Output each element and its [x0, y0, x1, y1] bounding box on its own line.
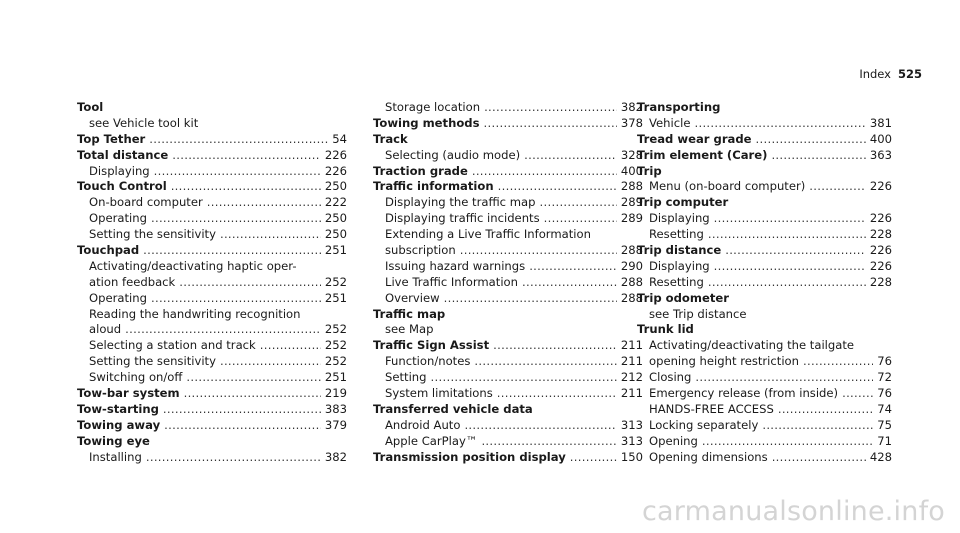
entry-page-number: 74: [877, 401, 892, 416]
entry-page-number: 71: [877, 433, 892, 448]
index-entry: [77, 402, 347, 418]
index-subentry: [637, 179, 892, 195]
index-subentry: [373, 434, 643, 450]
entry-page-number: 222: [324, 195, 347, 210]
entry-text: Installing: [89, 449, 142, 464]
entry-page-number: 75: [877, 417, 892, 432]
entry-text: Displaying: [649, 258, 710, 273]
dot-leader: [725, 243, 866, 259]
index-entry: [77, 386, 347, 402]
index-subentry: [77, 291, 347, 307]
index-subentry: [373, 418, 643, 434]
entry-text: Setting: [385, 370, 427, 385]
entry-text: Extending a Live Traffic Information: [385, 227, 591, 242]
dot-leader: [702, 434, 873, 450]
index-subentry: [373, 354, 643, 370]
entry-text: Total distance: [77, 147, 169, 162]
entry-page-number: 363: [869, 147, 892, 162]
entry-text: Selecting a station and track: [89, 338, 256, 353]
index-entry: [373, 338, 643, 354]
dot-leader: [762, 418, 873, 434]
dot-leader: [151, 291, 321, 307]
index-entry: [373, 179, 643, 195]
index-subentry: [373, 322, 643, 338]
index-subentry: [373, 211, 643, 227]
entry-text: On-board computer: [89, 195, 203, 210]
entry-page-number: 382: [620, 100, 643, 114]
index-subentry: [373, 243, 643, 259]
index-subentry: [373, 227, 643, 243]
index-entry: [637, 148, 892, 164]
entry-text: Apple CarPlay™: [385, 433, 478, 448]
entry-text: Opening dimensions: [649, 449, 768, 464]
entry-page-number: 226: [869, 243, 892, 258]
entry-text: Reading the handwriting recognition: [89, 306, 301, 321]
entry-text: Vehicle: [649, 115, 691, 130]
index-entry: [77, 148, 347, 164]
entry-text: Live Traffic Information: [385, 274, 518, 289]
index-subentry: [77, 259, 347, 275]
entry-text: Tool: [77, 100, 104, 114]
dot-leader: [714, 211, 866, 227]
index-subentry: [637, 402, 892, 418]
index-subentry: [637, 370, 892, 386]
dot-leader: [484, 116, 617, 132]
dot-leader: [460, 243, 617, 259]
entry-text: Issuing hazard warnings: [385, 258, 526, 273]
index-subentry: [637, 116, 892, 132]
dot-leader: [540, 195, 617, 211]
entry-text: Emergency release (from inside): [649, 386, 839, 401]
dot-leader: [172, 148, 321, 164]
entry-text: Resetting: [649, 227, 704, 242]
entry-page-number: 289: [620, 211, 643, 226]
entry-text: Traffic information: [373, 179, 494, 194]
index-subentry: [637, 418, 892, 434]
entry-page-number: 289: [620, 195, 643, 210]
entry-text: Displaying: [649, 211, 710, 226]
entry-text: Towing methods: [373, 115, 480, 130]
dot-leader: [756, 132, 866, 148]
entry-page-number: 226: [324, 163, 347, 178]
page-number: 525: [897, 67, 922, 81]
dot-leader: [529, 259, 617, 275]
entry-text: opening height restriction: [649, 354, 799, 369]
entry-text: Transporting: [637, 100, 721, 114]
dot-leader: [695, 370, 873, 386]
entry-text: System limitations: [385, 386, 493, 401]
index-subentry: [77, 307, 347, 323]
entry-text: see Vehicle tool kit: [89, 115, 199, 130]
entry-page-number: 250: [324, 227, 347, 242]
entry-page-number: 381: [869, 115, 892, 130]
dot-leader: [484, 100, 617, 116]
entry-page-number: 226: [869, 211, 892, 226]
dot-leader: [260, 338, 321, 354]
entry-page-number: 211: [620, 386, 643, 401]
dot-leader: [143, 243, 321, 259]
dot-leader: [771, 148, 865, 164]
dot-leader: [714, 259, 866, 275]
entry-page-number: 288: [620, 179, 643, 194]
index-subentry: [637, 307, 892, 323]
entry-text: ation feedback: [89, 274, 176, 289]
entry-text: Trim element (Care): [637, 147, 768, 162]
index-subentry: [637, 227, 892, 243]
entry-text: Setting the sensitivity: [89, 354, 216, 369]
index-subentry: [373, 195, 643, 211]
index-subentry: [77, 338, 347, 354]
entry-text: Trip: [637, 163, 662, 178]
index-entry: [77, 418, 347, 434]
index-subentry: [637, 354, 892, 370]
dot-leader: [444, 291, 617, 307]
entry-text: Switching on/off: [89, 370, 183, 385]
dot-leader: [125, 322, 321, 338]
index-entry: [373, 307, 643, 323]
index-entry: [637, 291, 892, 307]
index-subentry: [637, 211, 892, 227]
entry-text: Storage location: [385, 100, 481, 114]
entry-page-number: 313: [620, 417, 643, 432]
entry-text: Tow-starting: [77, 401, 159, 416]
index-subentry: [373, 148, 643, 164]
index-subentry: [77, 354, 347, 370]
dot-leader: [220, 354, 321, 370]
index-entry: [373, 116, 643, 132]
entry-text: Android Auto: [385, 417, 461, 432]
dot-leader: [842, 386, 873, 402]
dot-leader: [498, 179, 617, 195]
entry-page-number: 211: [620, 338, 643, 353]
entry-page-number: 252: [324, 354, 347, 369]
entry-page-number: 251: [324, 370, 347, 385]
entry-page-number: 252: [324, 338, 347, 353]
dot-leader: [220, 227, 321, 243]
entry-text: Opening: [649, 433, 698, 448]
entry-page-number: 252: [324, 322, 347, 337]
index-subentry: [637, 386, 892, 402]
entry-text: Tow-bar system: [77, 386, 180, 401]
dot-leader: [772, 450, 866, 466]
index-subentry: [637, 275, 892, 291]
entry-page-number: 251: [324, 290, 347, 305]
dot-leader: [481, 434, 616, 450]
entry-text: Function/notes: [385, 354, 471, 369]
dot-leader: [570, 450, 617, 466]
entry-text: aloud: [89, 322, 122, 337]
entry-text: Track: [373, 131, 408, 146]
entry-text: Overview: [385, 290, 440, 305]
index-subentry: [77, 275, 347, 291]
index-subentry: [373, 275, 643, 291]
dot-leader: [146, 450, 321, 466]
entry-text: Traction grade: [373, 163, 468, 178]
entry-page-number: 288: [620, 290, 643, 305]
index-subentry: [77, 116, 347, 132]
entry-text: Towing away: [77, 417, 161, 432]
dot-leader: [544, 211, 617, 227]
entry-page-number: 252: [324, 274, 347, 289]
entry-page-number: 382: [324, 449, 347, 464]
index-subentry: [373, 370, 643, 386]
entry-text: Towing eye: [77, 433, 150, 448]
entry-page-number: 251: [324, 243, 347, 258]
index-column-1: [77, 100, 347, 465]
dot-leader: [694, 116, 865, 132]
entry-text: Setting the sensitivity: [89, 227, 216, 242]
entry-page-number: 328: [620, 147, 643, 162]
entry-page-number: 226: [869, 258, 892, 273]
entry-text: Selecting (audio mode): [385, 147, 521, 162]
entry-page-number: 150: [620, 449, 643, 464]
index-subentry: [373, 386, 643, 402]
dot-leader: [184, 386, 321, 402]
entry-text: Transmission position display: [373, 449, 566, 464]
entry-text: Touchpad: [77, 243, 140, 258]
watermark: carmanualsonline.info: [642, 496, 945, 527]
index-subentry: [637, 450, 892, 466]
entry-text: Resetting: [649, 274, 704, 289]
entry-page-number: 226: [869, 179, 892, 194]
entry-text: Trunk lid: [637, 322, 694, 337]
entry-page-number: 211: [620, 354, 643, 369]
index-entry: [637, 132, 892, 148]
index-entry: [77, 179, 347, 195]
entry-text: Displaying: [89, 163, 150, 178]
entry-page-number: 219: [324, 386, 347, 401]
entry-text: Trip distance: [637, 243, 722, 258]
entry-text: Tread wear grade: [637, 131, 752, 146]
dot-leader: [708, 227, 866, 243]
dot-leader: [207, 195, 321, 211]
entry-page-number: 383: [324, 401, 347, 416]
entry-page-number: 72: [877, 370, 892, 385]
entry-text: Activating/deactivating haptic oper-: [89, 258, 297, 273]
entry-text: Activating/deactivating the tailgate: [649, 338, 855, 353]
entry-page-number: 428: [869, 449, 892, 464]
index-entry: [77, 243, 347, 259]
index-subentry: [77, 370, 347, 386]
entry-text: see Trip distance: [649, 306, 747, 321]
entry-page-number: 226: [324, 147, 347, 162]
entry-text: Operating: [89, 290, 147, 305]
index-entry: [637, 322, 892, 338]
page-header: [859, 67, 922, 81]
entry-text: Operating: [89, 211, 147, 226]
index-entry: [637, 164, 892, 180]
entry-text: Transferred vehicle data: [373, 401, 533, 416]
index-entry: [77, 434, 347, 450]
index-subentry: [637, 434, 892, 450]
dot-leader: [708, 275, 866, 291]
entry-text: see Map: [385, 322, 434, 337]
dot-leader: [186, 370, 320, 386]
entry-text: Displaying traffic incidents: [385, 211, 540, 226]
section-title: Index: [859, 67, 891, 81]
entry-page-number: 250: [324, 211, 347, 226]
index-subentry: [77, 227, 347, 243]
entry-page-number: 212: [620, 370, 643, 385]
entry-text: Locking separately: [649, 417, 759, 432]
entry-page-number: 250: [324, 179, 347, 194]
dot-leader: [431, 370, 617, 386]
entry-page-number: 313: [620, 433, 643, 448]
dot-leader: [163, 402, 321, 418]
entry-page-number: 76: [877, 354, 892, 369]
entry-page-number: 54: [332, 131, 347, 146]
entry-page-number: 400: [620, 163, 643, 178]
index-entry: [637, 100, 892, 116]
dot-leader: [522, 275, 617, 291]
entry-text: Top Tether: [77, 131, 146, 146]
entry-text: Menu (on-board computer): [649, 179, 806, 194]
index-entry: [637, 195, 892, 211]
dot-leader: [778, 402, 873, 418]
entry-text: Trip computer: [637, 195, 729, 210]
index-subentry: [637, 259, 892, 275]
index-subentry: [77, 211, 347, 227]
entry-page-number: 288: [620, 274, 643, 289]
dot-leader: [164, 418, 321, 434]
index-entry: [373, 164, 643, 180]
index-subentry: [373, 100, 643, 116]
dot-leader: [524, 148, 617, 164]
entry-text: Closing: [649, 370, 692, 385]
entry-page-number: 288: [620, 243, 643, 258]
index-entry: [373, 450, 643, 466]
entry-text: Displaying the traffic map: [385, 195, 536, 210]
index-column-2: [373, 100, 643, 465]
entry-page-number: 228: [869, 227, 892, 242]
dot-leader: [464, 418, 616, 434]
entry-page-number: 400: [869, 131, 892, 146]
index-subentry: [373, 291, 643, 307]
dot-leader: [809, 179, 866, 195]
entry-page-number: 228: [869, 274, 892, 289]
entry-text: Traffic map: [373, 306, 446, 321]
index-entry: [373, 132, 643, 148]
dot-leader: [497, 386, 617, 402]
index-entry: [77, 100, 347, 116]
dot-leader: [179, 275, 321, 291]
entry-page-number: 76: [877, 386, 892, 401]
index-subentry: [373, 259, 643, 275]
dot-leader: [154, 164, 321, 180]
index-subentry: [637, 338, 892, 354]
dot-leader: [474, 354, 616, 370]
entry-text: subscription: [385, 243, 456, 258]
index-column-3: [637, 100, 892, 465]
entry-text: Touch Control: [77, 179, 167, 194]
index-entry: [373, 402, 643, 418]
dot-leader: [472, 164, 617, 180]
entry-text: HANDS-FREE ACCESS: [649, 401, 774, 416]
dot-leader: [151, 211, 321, 227]
index-entry: [77, 132, 347, 148]
index-entry: [637, 243, 892, 259]
index-subentry: [77, 164, 347, 180]
dot-leader: [803, 354, 873, 370]
dot-leader: [171, 179, 321, 195]
entry-page-number: 290: [620, 258, 643, 273]
entry-text: Trip odometer: [637, 290, 729, 305]
index-subentry: [77, 450, 347, 466]
index-subentry: [77, 322, 347, 338]
dot-leader: [493, 338, 617, 354]
entry-text: Traffic Sign Assist: [373, 338, 490, 353]
dot-leader: [149, 132, 328, 148]
index-subentry: [77, 195, 347, 211]
entry-page-number: 378: [620, 115, 643, 130]
entry-page-number: 379: [324, 417, 347, 432]
